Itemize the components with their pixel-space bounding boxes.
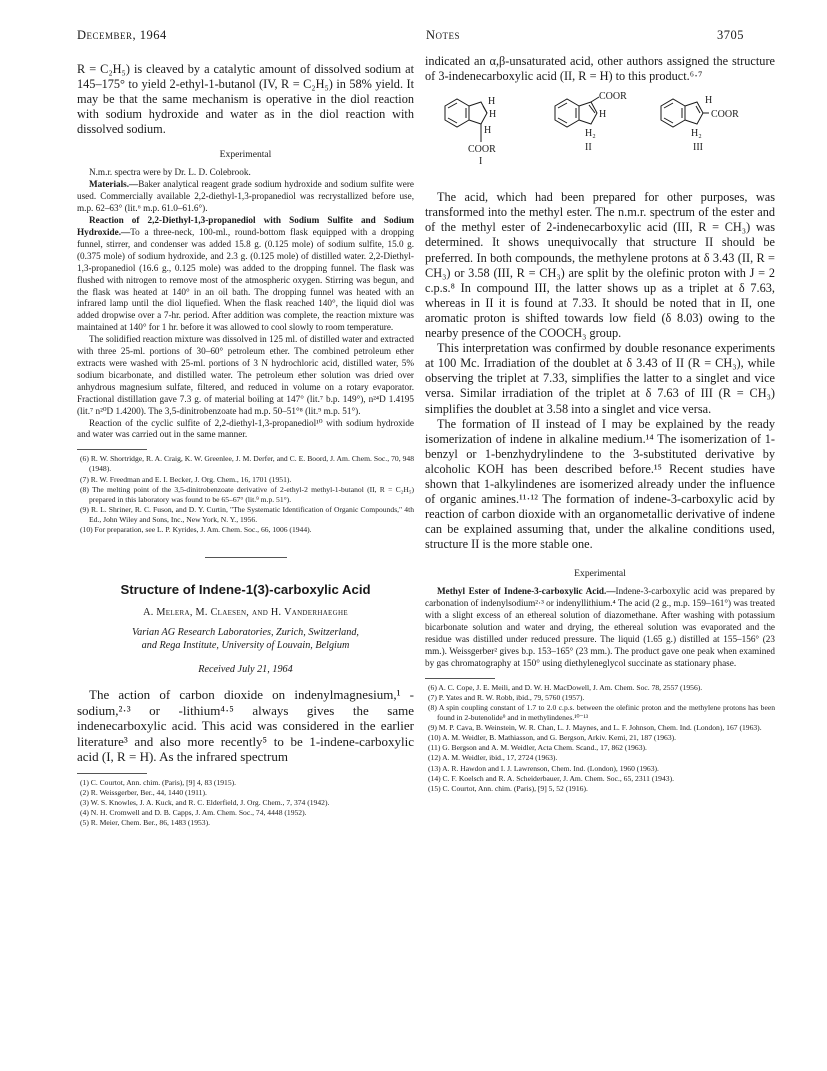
structure-ii-label: II xyxy=(585,142,592,154)
running-header-section: Notes xyxy=(426,28,461,42)
nmr-note: N.m.r. spectra were by Dr. L. D. Colebrook. xyxy=(89,167,251,178)
double-resonance-paragraph: This interpretation was confirmed by double resonance experiments at 100 Mc. Irradiation of the doublet at δ 3.43 of II (R = CH₃), while observing the triplet at 7.33, simplifies the latter to a singlet and vice versa. Similar irradiation of the triplet at δ 7.63 of III (R = CH₃) simplifies the doublet at 3.58 into a singlet and vice versa. xyxy=(425,341,775,416)
nmr-discussion-paragraph: The acid, which had been prepared for other purposes, was transformed into the methyl ester. The n.m.r. spectrum of the ester and of the methyl ester of 2-indenecarboxylic acid (III, R = CH₃) was determined. It shows unequivocally that structure II should be preferred. In both compounds, the methylene protons at δ 3.43 (II, R = CH₃) or 3.58 (III, R = CH₃) are split by the olefinic proton with J = 2 c.p.s.⁸ In compound III, the latter shows up as a triplet at δ 7.63, whereas in II it is found at 7.33. It should be noted that in II, one aromatic proton is shifted towards low field (δ 8.03) owing to the nearby presence of the COOCH₃ group. xyxy=(425,190,775,341)
footnote: (8) The melting point of the 3,5-dinitrobenzoate derivative of 2-ethyl-2 methyl-1-butanol (II, R = C₂H₅) prepared in this laboratory was found to be 65–67° (lit.⁹ m.p. 51°). xyxy=(80,484,414,504)
footnote: (9) R. L. Shriner, R. C. Fuson, and D. Y. Curtin, "The Systematic Identification of Organic Compounds," 4th Ed., John Wiley and Sons, Inc., New York, N. Y., 1956. xyxy=(80,504,414,524)
structure-iii-h2: H₂ xyxy=(691,128,702,140)
footnote: (15) C. Courtot, Ann. chim. (Paris), [9] 5, 52 (1916). xyxy=(428,783,588,793)
intro-paragraph: R = C₂H₅) is cleaved by a catalytic amount of dissolved sodium at 145–175° to yield 2-ethyl-1-butanol (IV, R = C₂H₅) in 58% yield. It may be that the same mechanism is operative in the diol reaction with sodium hydroxide and water as in the diol reaction with dissolved sodium. xyxy=(77,62,414,137)
footnote-rule xyxy=(425,678,495,679)
footnote: (7) R. W. Freedman and E. I. Becker, J. Org. Chem., 16, 1701 (1951). xyxy=(80,474,292,484)
article-authors: A. Melera, M. Claesen, and H. Vanderhaeghe xyxy=(143,607,348,619)
methyl-ester-heading: Methyl Ester of Indene-3-carboxylic Acid.— xyxy=(437,586,616,597)
reaction-paragraph xyxy=(77,215,414,334)
left-column xyxy=(77,62,414,829)
footnote: (7) P. Yates and R. W. Robb, ibid., 79, 5760 (1957). xyxy=(428,692,585,702)
structure-iii-coor: COOR xyxy=(711,109,739,121)
structure-i-coor: COOR xyxy=(468,144,496,156)
footnote: (14) C. F. Koelsch and R. A. Scheiderbauer, J. Am. Chem. Soc., 65, 2311 (1943). xyxy=(428,773,674,783)
workup-paragraph: The solidified reaction mixture was dissolved in 125 ml. of distilled water and extracted with three 25-ml. portions of 30–60° petroleum ether. The combined petroleum ether extracts were washed with 25-ml. portions of 3 N hydrochloric acid, distilled water, 5% sodium bicarbonate, and distilled water. The petroleum ether solution was dried over anhydrous magnesium sulfate, filtered, and reduced in volume on a rotary evaporator. Fractional distillation gave 7.3 g. of material boiling at 147° (lit.⁷ b.p. 149°), n²⁴D 1.4195 (lit.⁷ n²⁰D 1.4200). The 3,5-dinitrobenzoate had m.p. 50–51°⁸ (lit.⁹ m.p. 51°). xyxy=(77,334,414,416)
structure-i-label: I xyxy=(479,156,483,168)
footnotes-top xyxy=(77,454,414,535)
footnote: (3) W. S. Knowles, J. A. Kuck, and R. C. Elderfield, J. Org. Chem., 7, 374 (1942). xyxy=(80,798,330,808)
structure-diagram xyxy=(425,90,775,182)
footnote: (6) A. C. Cope, J. E. Meili, and D. W. H. MacDowell, J. Am. Chem. Soc. 78, 2557 (1956). xyxy=(428,682,703,692)
five-ring xyxy=(469,102,487,124)
structure-i xyxy=(445,99,487,142)
cyclic-paragraph: Reaction of the cyclic sulfite of 2,2-diethyl-1,3-propanediol¹⁰ with sodium hydroxide and water was carried out in the same manner. xyxy=(77,417,414,440)
footnote: (1) C. Courtot, Ann. chim. (Paris), [9] 4, 83 (1915). xyxy=(80,778,237,788)
running-header-date: December, 1964 xyxy=(77,28,167,42)
reaction-heading: Reaction of 2,2-Diethyl-1,3-propanediol with Sodium Sulfite and Sodium Hydroxide.— xyxy=(77,215,414,237)
received-date: Received July 21, 1964 xyxy=(198,664,293,676)
footnote: (6) R. W. Shortridge, R. A. Craig, K. W. Greenlee, J. M. Derfer, and C. E. Boord, J. Am. Chem. Soc., 70, 948 (1948). xyxy=(80,454,414,474)
structure-i-h3: H xyxy=(484,125,492,137)
article-body-paragraph: The action of carbon dioxide on indenylmagnesium,¹ -sodium,²·³ or -lithium⁴·⁵ always gives the same indenecarboxylic acid. This acid was considered in the earlier literature³ and also more recently⁵ to be 1-indene-carboxylic acid (I, R = H). As the infrared spectrum xyxy=(77,687,414,765)
structure-ii-coor: COOR xyxy=(599,91,627,103)
methyl-ester-paragraph xyxy=(425,586,775,669)
structure-iii-label: III xyxy=(693,142,703,154)
footnote: (2) R. Weissgerber, Ber., 44, 1440 (1911). xyxy=(80,788,207,798)
footnote: (11) G. Bergson and A. M. Weidler, Acta Chem. Scand., 17, 862 (1963). xyxy=(428,743,647,753)
structure-ii-h2: H₂ xyxy=(585,128,596,140)
footnote: (13) A. R. Hawdon and I. J. Lawrenson, Chem. Ind. (London), 1960 (1963). xyxy=(428,763,659,773)
footnotes-right xyxy=(425,683,775,794)
structure-iii-h: H xyxy=(705,95,713,107)
structure-ii xyxy=(555,97,599,127)
footnote: (9) M. P. Cava, B. Weinstein, W. R. Chan, L. J. Maynes, and L. F. Johnson, Chem. Ind. (London), 167 (1963). xyxy=(428,723,762,733)
article-separator xyxy=(205,557,287,558)
footnote: (10) A. M. Weidler, B. Mathiasson, and G. Bergson, Arkiv. Kemi, 21, 187 (1963). xyxy=(428,733,677,743)
isomerization-paragraph: The formation of II instead of I may be explained by the ready isomerization of indene in alkaline medium.¹⁴ The isomerization of 1-benzyl or 1-benzhydrylindene to the 3-substituted derivative by alcoholic KOH has been described before.¹⁵ Recent studies have shown that 1-alkylindenes are isomerized already under the influence of organic amines.¹¹·¹² The formation of indene-3-carboxylic acid by reaction of carbon dioxide with an organometallic derivative of indene can be explained assuming that, under the alkaline conditions used, structure II is the more stable one. xyxy=(425,416,775,552)
structure-i-h2: H xyxy=(489,109,497,121)
footnote: (12) A. M. Weidler, ibid., 17, 2724 (1963). xyxy=(428,753,558,763)
footnote: (5) R. Meier, Chem. Ber., 86, 1483 (1953). xyxy=(80,818,211,828)
structure-i-h1: H xyxy=(488,96,496,108)
structure-ii-h: H xyxy=(599,109,607,121)
materials-heading: Materials.— xyxy=(89,179,139,190)
structure-iii xyxy=(661,99,709,127)
materials-paragraph xyxy=(77,179,414,215)
article-title: Structure of Indene-1(3)-carboxylic Acid xyxy=(120,582,371,598)
chemical-structures xyxy=(425,90,775,182)
footnote: (4) N. H. Cromwell and D. B. Capps, J. Am. Chem. Soc., 74, 4448 (1952). xyxy=(80,808,307,818)
page-number: 3705 xyxy=(717,28,744,42)
affiliation-line-2: and Rega Institute, University of Louvain, Belgium xyxy=(141,640,350,652)
right-intro-paragraph: indicated an α,β-unsaturated acid, other authors assigned the structure of 3-indenecarboxylic acid (II, R = H) to this product.⁶·⁷ xyxy=(425,54,775,84)
footnote-rule xyxy=(77,449,147,450)
footnote: (10) For preparation, see L. P. Kyrides, J. Am. Chem. Soc., 66, 1006 (1944). xyxy=(80,524,312,534)
experimental-heading-2: Experimental xyxy=(574,568,626,580)
methyl-ester-text: Indene-3-carboxylic acid was prepared by carbonation of indenylsodium²·³ or indenyllithium.⁴ The acid (2 g., m.p. 159–161°) was treated with a slight excess of an ethereal solution of diazomethane. After washing with potassium bicarbonate solution and water and drying, the ethereal solution was evaporated and the residue was distilled under reduced pressure. The liquid (1.65 g.) distilled at 155–156° (23 mm.). Weissgerber² gives b.p. 153–165° (23 mm.). The product gave one peak when examined by gas chromatography at 150° using diethyleneglycol succinate as stationary phase. xyxy=(425,586,775,668)
affiliation xyxy=(77,626,414,652)
affiliation-line-1: Varian AG Research Laboratories, Zurich, Switzerland, xyxy=(132,627,359,639)
footnote: (8) A spin coupling constant of 1.7 to 2.0 c.p.s. between the olefinic proton and the methylene protons has been found in 2-butenolide⁹ and in methylindenes.¹⁰⁻¹³ xyxy=(428,702,775,723)
experimental-heading: Experimental xyxy=(219,149,272,161)
footnote-rule xyxy=(77,773,147,774)
right-column xyxy=(425,54,775,794)
footnotes-article xyxy=(77,778,414,828)
reaction-text: To a three-neck, 100-ml., round-bottom flask equipped with a dropping funnel, stirrer, and condenser was added 15.8 g. (0.125 mole) of sodium sulfite, 15.0 g. (0.375 mole) of sodium hydroxide, and 2.3 g. (0.125 mole) of distilled water. 2,2-Diethyl-1,3-propanediol (16.6 g., 0.125 mole) was added to the dropping funnel. The flask was flushed with nitrogen to remove most of the atmospheric oxygen. Stirring was begun, and the flask was heated at 140° in an oil bath. The dropping funnel was heated with an infrared lamp until the diol liquefied. When the flask reached 140°, the liquid diol was added dropwise over a 7-hr. period. After addition was complete, the reaction mixture was maintained at 140° for 1 hr. before it was allowed to cool slowly to room temperature. xyxy=(77,227,414,333)
materials-text: Baker analytical reagent grade sodium hydroxide and sodium sulfite were used. Commercially available 2,2-diethyl-1,3-propanediol was recrystallized before use, m.p. 62–63° (lit.⁶ m.p. 61.0–61.6°). xyxy=(77,179,414,214)
